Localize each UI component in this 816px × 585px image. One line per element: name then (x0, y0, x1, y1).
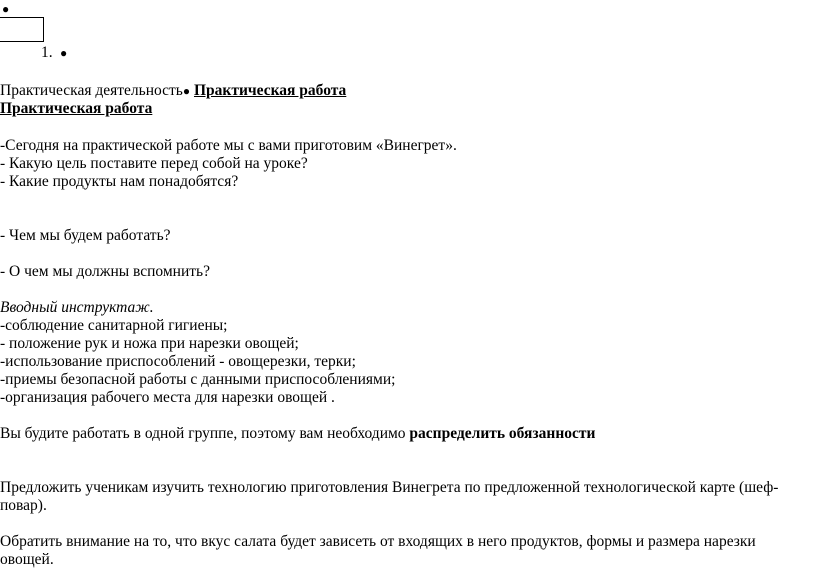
list-number: 1. (41, 44, 53, 61)
empty-frame (0, 17, 44, 42)
group-work-emphasis: распределить обязанности (409, 425, 596, 442)
intro-line: - Какие продукты нам понадобятся? (0, 173, 239, 190)
paragraph: Обратить внимание на то, что вкус салата будет зависеть от входящих в него продуктов, формы и размера нарезки овощей. (0, 533, 756, 568)
bullet-icon: ● (182, 84, 191, 98)
practical-work-title: Практическая работа (193, 82, 347, 99)
group-work-text: Вы будите работать в одной группе, поэтому вам необходимо (0, 425, 410, 442)
briefing-item: -приемы безопасной работы с данными приспособлениями; (0, 371, 396, 388)
intro-line: -Сегодня на практической работе мы с вами приготовим «Винегрет». (0, 137, 457, 154)
practical-work-heading: Практическая работа (0, 100, 153, 117)
paragraph: Предложить ученикам изучить технологию приготовления Винегрета по предложенной технологической карте (шеф-повар). (0, 479, 779, 514)
group-work-line (0, 425, 595, 443)
question-line: - О чем мы должны вспомнить? (0, 263, 210, 280)
activity-label: Практическая деятельность (0, 82, 183, 99)
briefing-item: -соблюдение санитарной гигиены; (0, 317, 228, 334)
briefing-item: - положение рук и ножа при нарезки овощей; (0, 335, 299, 352)
briefing-item: -организация рабочего места для нарезки овощей . (0, 389, 335, 406)
briefing-title: Вводный инструктаж. (0, 299, 154, 316)
intro-line: - Какую цель поставите перед собой на уроке? (0, 155, 308, 172)
bullet-icon: ● (2, 2, 10, 16)
briefing-item: -использование приспособлений - овощерезки, терки; (0, 353, 356, 370)
heading-line (0, 82, 346, 100)
bullet-icon: ● (60, 46, 68, 60)
question-line: - Чем мы будем работать? (0, 227, 171, 244)
